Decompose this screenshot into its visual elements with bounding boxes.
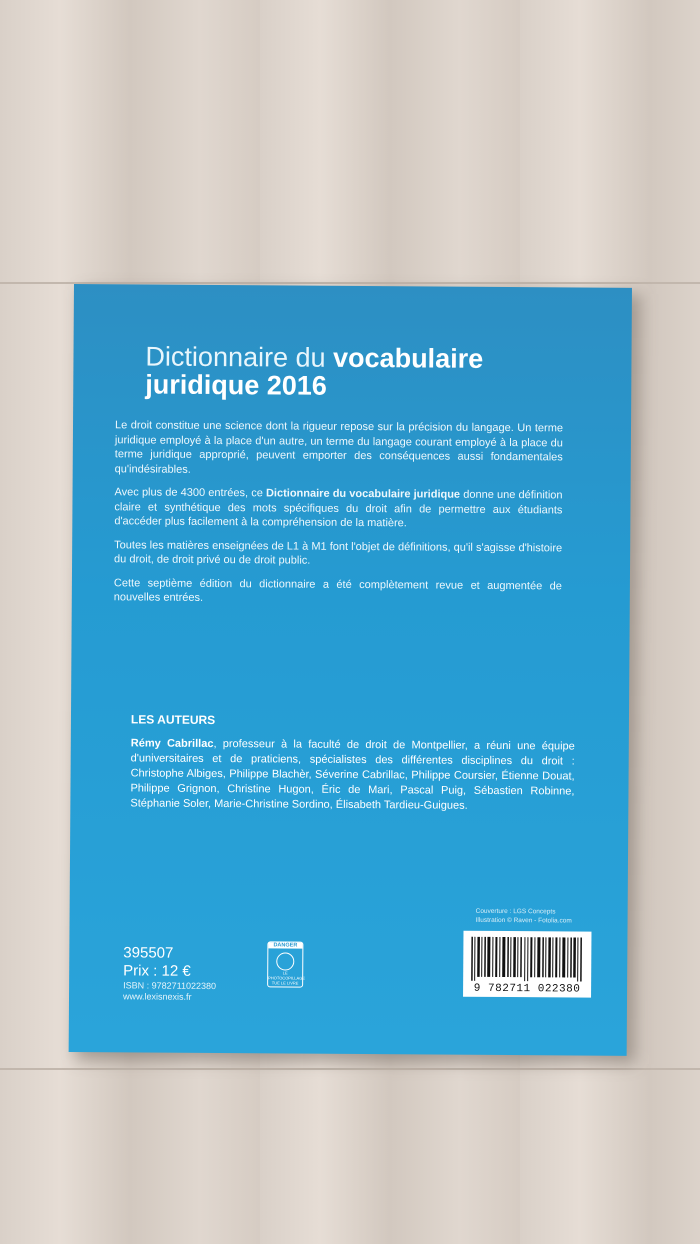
logo-circle-icon [276, 952, 294, 970]
floor-seam [0, 1068, 700, 1070]
authors-rest: , professeur à la faculté de droit de Montpellier, a réuni une équipe d'universitaires et de praticiens, spécialistes des différentes disciplines du droit : Christophe Albiges, Philippe Blachèr, Séverine Cabrillac, Philippe Coursier, Étienne Douat, Philippe Grignon, Christine Hugon, Éric de Mari, Pascal Puig, Sébastien Robinne, Stéphanie Soler, Marie-Christine Sordino, Élisabeth Tardieu-Guigues. [130, 737, 575, 812]
book-back-cover [69, 284, 632, 1056]
title-bold-2: juridique 2016 [145, 369, 327, 401]
logo-label: DANGER [268, 942, 302, 948]
barcode-digits: 9 782711 022380 [473, 982, 581, 996]
blurb-paragraph-1: Le droit constitue une science dont la rigueur repose sur la précision du langage. Un terme juridique employé à la place d'un autre, un terme du langage courant employé à la place du terme juridique approprié, peuvent emporter des conséquences aussi fondamentales qu'indésirables. [114, 419, 564, 476]
title-regular: Dictionnaire du [145, 341, 334, 373]
photocopillage-logo [267, 941, 306, 987]
isbn: ISBN : 9782711022380 [123, 980, 217, 992]
author-main: Rémy Cabrillac [130, 737, 214, 750]
barcode [463, 931, 591, 998]
barcode-bars [463, 931, 591, 984]
ref-code: 395507 [123, 944, 174, 962]
website: www.lexisnexis.fr [122, 991, 192, 1002]
blurb-paragraph-4: Cette septième édition du dictionnaire a été complètement revue et augmentée de nouvelles entrées. [113, 576, 562, 604]
logo-text: LE PHOTOCOPILLAGE TUE LE LIVRE [268, 970, 306, 986]
credit-illustration: Illustration © Raven - Fotolia.com [475, 916, 572, 925]
authors-text [130, 736, 575, 814]
price: Prix : 12 € [123, 962, 191, 980]
credit-cover: Couverture : LGS Concepts [475, 907, 556, 916]
title-bold-1: vocabulaire [332, 342, 484, 374]
blurb-paragraph-2 [114, 485, 562, 532]
blurb-paragraph-3: Toutes les matières enseignées de L1 à M1 font l'objet de définitions, qu'il s'agisse d'histoire du droit, de droit privé ou de droit public. [114, 538, 563, 567]
p2-bold: Dictionnaire du vocabulaire juridique [265, 487, 461, 501]
p2-post: donne une définition claire et synthétique des mots spécifiques du droit afin de permettre aux étudiants d'accéder plus facilement à la compréhension de la matière. [114, 488, 563, 530]
book-title [145, 343, 483, 401]
authors-heading: LES AUTEURS [130, 712, 216, 727]
blurb [114, 418, 563, 617]
ref-block [123, 944, 216, 1003]
credits [476, 907, 572, 926]
p2-pre: Avec plus de 4300 entrées, ce [114, 486, 267, 500]
